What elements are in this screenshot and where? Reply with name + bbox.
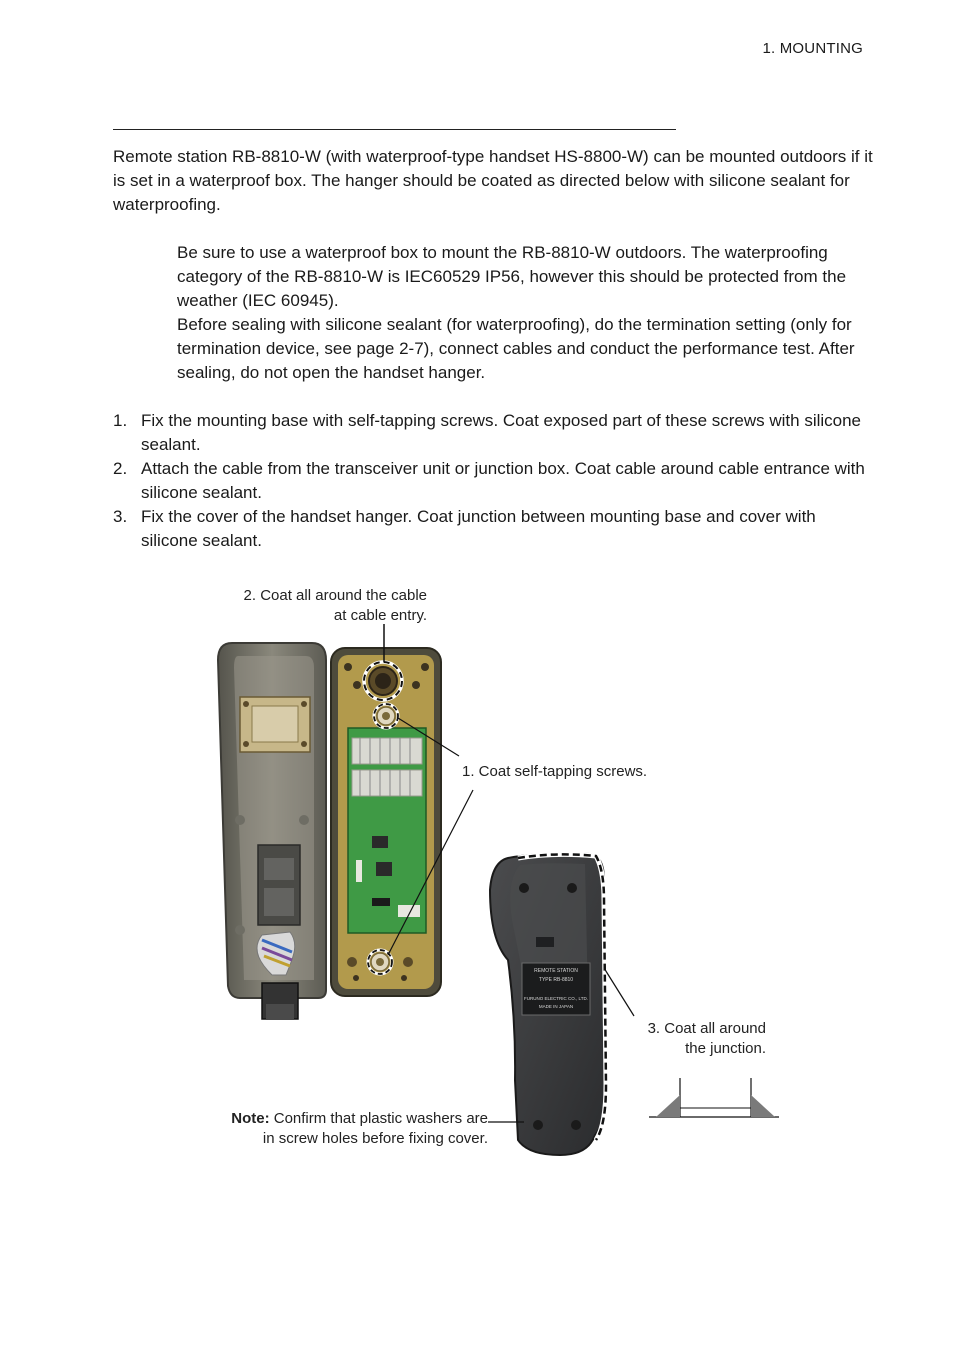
section-header: 1. MOUNTING bbox=[762, 40, 863, 57]
hanger-cover bbox=[490, 854, 606, 1156]
plate-line-2: TYPE RB-8810 bbox=[538, 977, 574, 983]
note-label: Note: bbox=[231, 1110, 270, 1127]
step-text: Attach the cable from the transceiver unit or junction box. Coat cable around cable entrance with silicone sealant. bbox=[141, 459, 865, 502]
note-line2: in screw holes before fixing cover. bbox=[262, 1130, 488, 1147]
note-line1: Confirm that plastic washers are bbox=[273, 1110, 488, 1127]
junction-section-sketch bbox=[649, 1078, 779, 1117]
callout-junction-line2: the junction. bbox=[685, 1040, 766, 1057]
callout-cable-line1: 2. Coat all around the cable bbox=[243, 587, 427, 604]
callout-cable-line2: at cable entry. bbox=[333, 607, 427, 624]
plate-line-3: FURUNO ELECTRIC CO., LTD. bbox=[524, 996, 588, 1001]
step-number: 2. bbox=[113, 459, 128, 478]
plate-line-1: REMOTE STATION bbox=[534, 968, 578, 974]
callout-junction bbox=[600, 1019, 766, 1059]
step-number: 3. bbox=[113, 507, 128, 526]
callout-cable-entry bbox=[180, 586, 427, 626]
caution-paragraph-2: Before sealing with silicone sealant (for waterproofing), do the termination setting (only for termination device, see page 2-7), connect cables and conduct the performance test. After sealing, do not open the handset hanger. bbox=[177, 315, 855, 382]
callout-junction-line1: 3. Coat all around bbox=[647, 1020, 766, 1037]
step-text: Fix the mounting base with self-tapping screws. Coat exposed part of these screws with silicone sealant. bbox=[141, 411, 862, 454]
plate-line-4: MADE IN JAPAN bbox=[538, 1004, 574, 1009]
mounting-base bbox=[331, 648, 441, 996]
caution-paragraph-1: Be sure to use a waterproof box to mount the RB-8810-W outdoors. The waterproofing category of the RB-8810-W is IEC60529 IP56, however this should be protected from the weather (IEC 60945). bbox=[177, 243, 847, 310]
step-number: 1. bbox=[113, 411, 128, 430]
housing-open bbox=[218, 643, 326, 1020]
callout-screws: 1. Coat self-tapping screws. bbox=[462, 763, 648, 780]
intro-paragraph: Remote station RB-8810-W (with waterproof-type handset HS-8800-W) can be mounted outdoors if it is set in a waterproof box. The hanger should be coated as directed below with silicone sealant for waterproofing. bbox=[113, 147, 873, 214]
step-text: Fix the cover of the handset hanger. Coat junction between mounting base and cover with silicone sealant. bbox=[141, 507, 816, 550]
leader-junction bbox=[604, 968, 634, 1016]
note-washers bbox=[150, 1109, 488, 1149]
